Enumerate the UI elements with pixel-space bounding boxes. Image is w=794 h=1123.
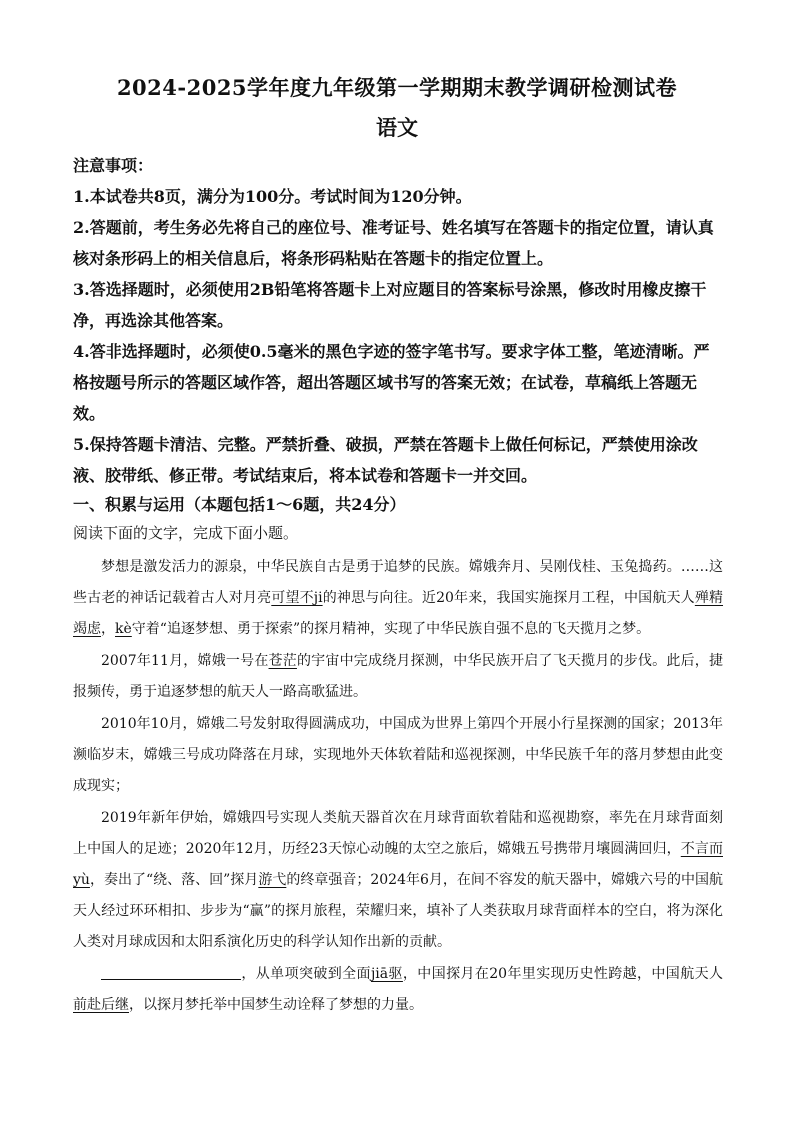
text-run: ，中国探月在20年里实现历史性跨越，中国航天人 (402, 966, 723, 982)
note-item-1: 1.本试卷共8页，满分为100分。考试时间为120分钟。 (73, 187, 472, 206)
passage-paragraph-4 (73, 803, 723, 958)
notes-block (73, 150, 723, 491)
fill-in-blank[interactable] (101, 963, 241, 980)
underlined-term: 殚精竭虑 (73, 590, 724, 637)
text-run: 的终章强音；2024年6月，在间不容发的航天器中，嫦娥六号的中国航天人经过环环相扣、步步为“赢”的探月旅程，荣耀归来，填补了人类获取月球背面样本的空白，将为深化人类对月球成因和太阳系演化历史的科学认知作出新的贡献。 (73, 872, 723, 950)
text-run: 梦想是激发活力的源泉，中华民族自古是勇于追梦的民族。嫦娥奔月、吴刚伐桂、玉兔捣药。……这些古老的神话记载着古人对月亮 (73, 559, 723, 606)
text-run: 2019年新年伊始，嫦娥四号实现人类航天器首次在月球背面软着陆和巡视勘察，率先在月球背面刻上中国人的足迹；2020年12月，历经23天惊心动魄的太空之旅后，嫦娥五号携带月壤圆满回归， (73, 810, 723, 857)
text-run: ， (101, 621, 115, 637)
underlined-term: 苍茫 (268, 653, 297, 669)
note-item-2: 2.答题前，考生务必先将自己的座位号、准考证号、姓名填写在答题卡的指定位置，请认真核对条形码上的相关信息后，将条形码粘贴在答题卡的指定位置上。 (73, 218, 714, 268)
exam-title: 2024-2025学年度九年级第一学期期末教学调研检测试卷 (116, 75, 678, 100)
section-title: 一、积累与运用（本题包括1～6题，共24分） (73, 495, 406, 514)
underlined-term: 可望不ji (271, 590, 323, 606)
passage-paragraph-1 (73, 552, 723, 645)
underlined-term: 游弋 (258, 872, 287, 888)
notes-heading: 注意事项： (73, 156, 154, 175)
note-item-5: 5.保持答题卡清洁、完整。严禁折叠、破损，严禁在答题卡上做任何标记，严禁使用涂改液、胶带纸、修正带。考试结束后，将本试卷和答题卡一并交回。 (73, 435, 698, 485)
text-run: 的宇宙中完成绕月探测，中华民族开启了飞天揽月的步伐。此后，捷报频传，勇于追逐梦想的航天人一路高歌猛进。 (73, 653, 723, 700)
text-run: 守着“追逐梦想、勇于探索”的探月精神，实现了中华民族自强不息的飞天揽月之梦。 (131, 621, 651, 637)
passage-paragraph-2 (73, 646, 723, 708)
passage-paragraph-3: 2010年10月，嫦娥二号发射取得圆满成功，中国成为世界上第四个开展小行星探测的国家；2013年濒临岁末，嫦娥三号成功降落在月球，实现地外天体软着陆和巡视探测，中华民族千年的落月梦想由此变成现实； (73, 716, 723, 794)
underlined-term: kè (115, 621, 132, 637)
underlined-term: jiā驱 (370, 966, 403, 982)
section-instruction: 阅读下面的文字，完成下面小题。 (73, 524, 299, 542)
note-item-3: 3.答选择题时，必须使用2B铅笔将答题卡上对应题目的答案标号涂黑，修改时用橡皮擦干净，再选涂其他答案。 (73, 280, 707, 330)
text-run: ，奏出了“绕、落、回”探月 (89, 872, 259, 888)
text-run: ，以探月梦托举中国梦生动诠释了梦想的力量。 (129, 997, 423, 1013)
text-run: 2007年11月，嫦娥一号在 (101, 653, 269, 669)
subject-title: 语文 (376, 115, 418, 140)
text-run: 的神思与向往。近20年来，我国实施探月工程，中国航天人 (322, 590, 695, 606)
reading-passage (73, 552, 723, 1021)
passage-paragraph-5 (73, 959, 723, 1021)
text-run: ，从单项突破到全面 (241, 966, 371, 982)
underlined-term: 不言而yù (73, 841, 723, 888)
underlined-term: 前赴后继 (73, 997, 129, 1013)
note-item-4: 4.答非选择题时，必须使0.5毫米的黑色字迹的签字笔书写。要求字体工整，笔迹清晰。严格按题号所示的答题区域作答，超出答题区域书写的答案无效；在试卷，草稿纸上答题无效。 (73, 342, 710, 423)
